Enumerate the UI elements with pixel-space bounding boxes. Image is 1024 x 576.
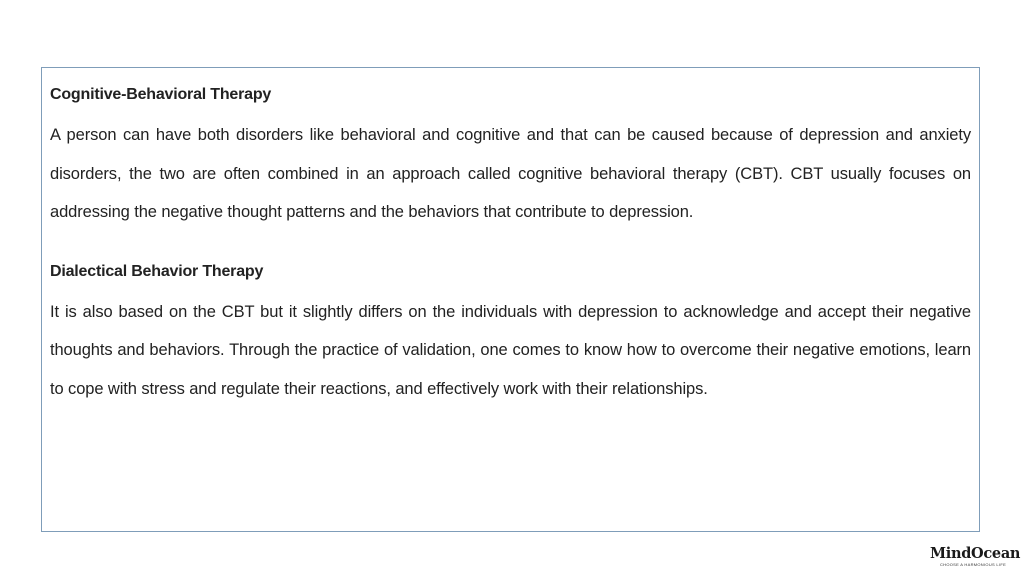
logo-name: MindOcean xyxy=(930,545,1021,562)
content-box xyxy=(41,67,980,532)
section-body-cbt: A person can have both disorders like behavioral and cognitive and that can be caused because of depression and anxiety disorders, the two are often combined in an approach called cognitive behavioral therapy (CBT). CBT usually focuses on addressing the negative thought patterns and the behaviors that contribute to depression. xyxy=(50,126,971,221)
section-heading-dbt: Dialectical Behavior Therapy xyxy=(50,262,264,280)
section-body-dbt: It is also based on the CBT but it slightly differs on the individuals with depression to acknowledge and accept their negative thoughts and behaviors. Through the practice of validation, one comes to know how to overcome their negative emotions, learn to cope with stress and regulate their reactions, and effectively work with their relationships. xyxy=(50,302,971,398)
logo-tagline: CHOOSE A HARMONIOUS LIFE xyxy=(939,562,1007,567)
section-spacer xyxy=(50,232,971,259)
section-heading-cbt: Cognitive-Behavioral Therapy xyxy=(50,86,272,103)
mindocean-logo xyxy=(930,545,1021,572)
